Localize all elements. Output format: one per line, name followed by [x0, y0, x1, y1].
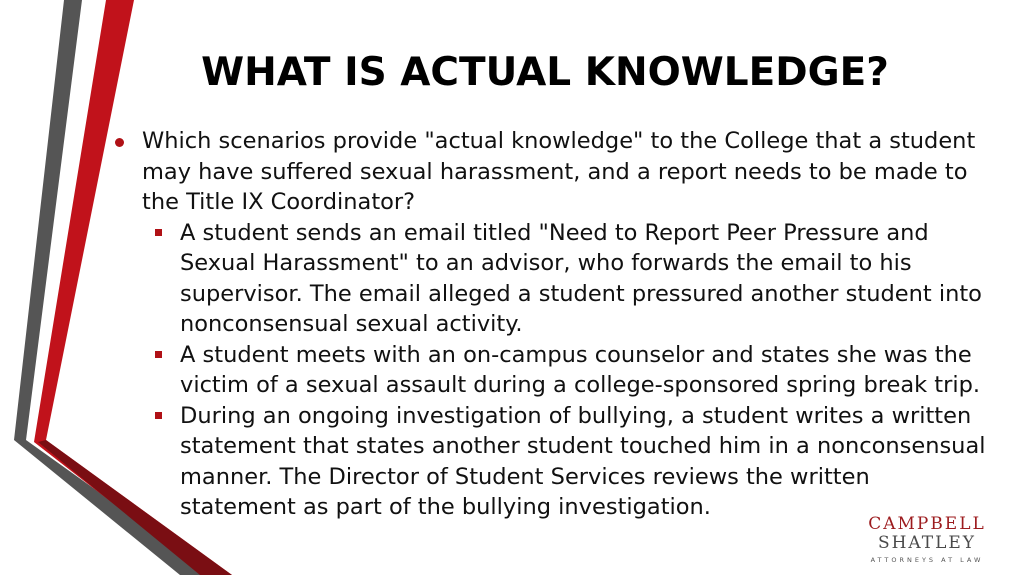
logo-line-tagline: ATTORNEYS AT LAW: [870, 556, 984, 564]
logo-line-shatley: SHATLEY: [877, 533, 977, 553]
firm-logo: [862, 515, 992, 567]
scenario-item: [112, 340, 992, 401]
logo-line-campbell: CAMPBELL: [868, 514, 986, 534]
main-bullet: [112, 126, 992, 218]
scenario-list: [112, 218, 992, 523]
bullet-dot-icon: [115, 138, 124, 147]
scenario-text: A student meets with an on-campus counselor and states she was the victim of a sexual assault during a college-sponsored spring break trip.: [180, 341, 981, 398]
scenario-item: [112, 218, 992, 340]
square-bullet-icon: [155, 412, 162, 419]
question-text: Which scenarios provide "actual knowledge" to the College that a student may have suffered sexual harassment, and a report needs to be made to the Title IX Coordinator?: [142, 128, 976, 215]
slide-title: WHAT IS ACTUAL KNOWLEDGE?: [201, 50, 889, 95]
scenario-item: [112, 401, 992, 523]
scenario-text: During an ongoing investigation of bullying, a student writes a written statement that states another student touched him in a nonconsensual manner. The Director of Student Services reviews the written statement as part of the bullying investigation.: [180, 402, 986, 520]
scenario-text: A student sends an email titled "Need to Report Peer Pressure and Sexual Harassment" to an advisor, who forwards the email to his supervisor. The email alleged a student pressured another student into nonconsensual sexual activity.: [180, 219, 982, 337]
square-bullet-icon: [155, 229, 162, 236]
square-bullet-icon: [155, 351, 162, 358]
slide-content: [112, 126, 992, 523]
